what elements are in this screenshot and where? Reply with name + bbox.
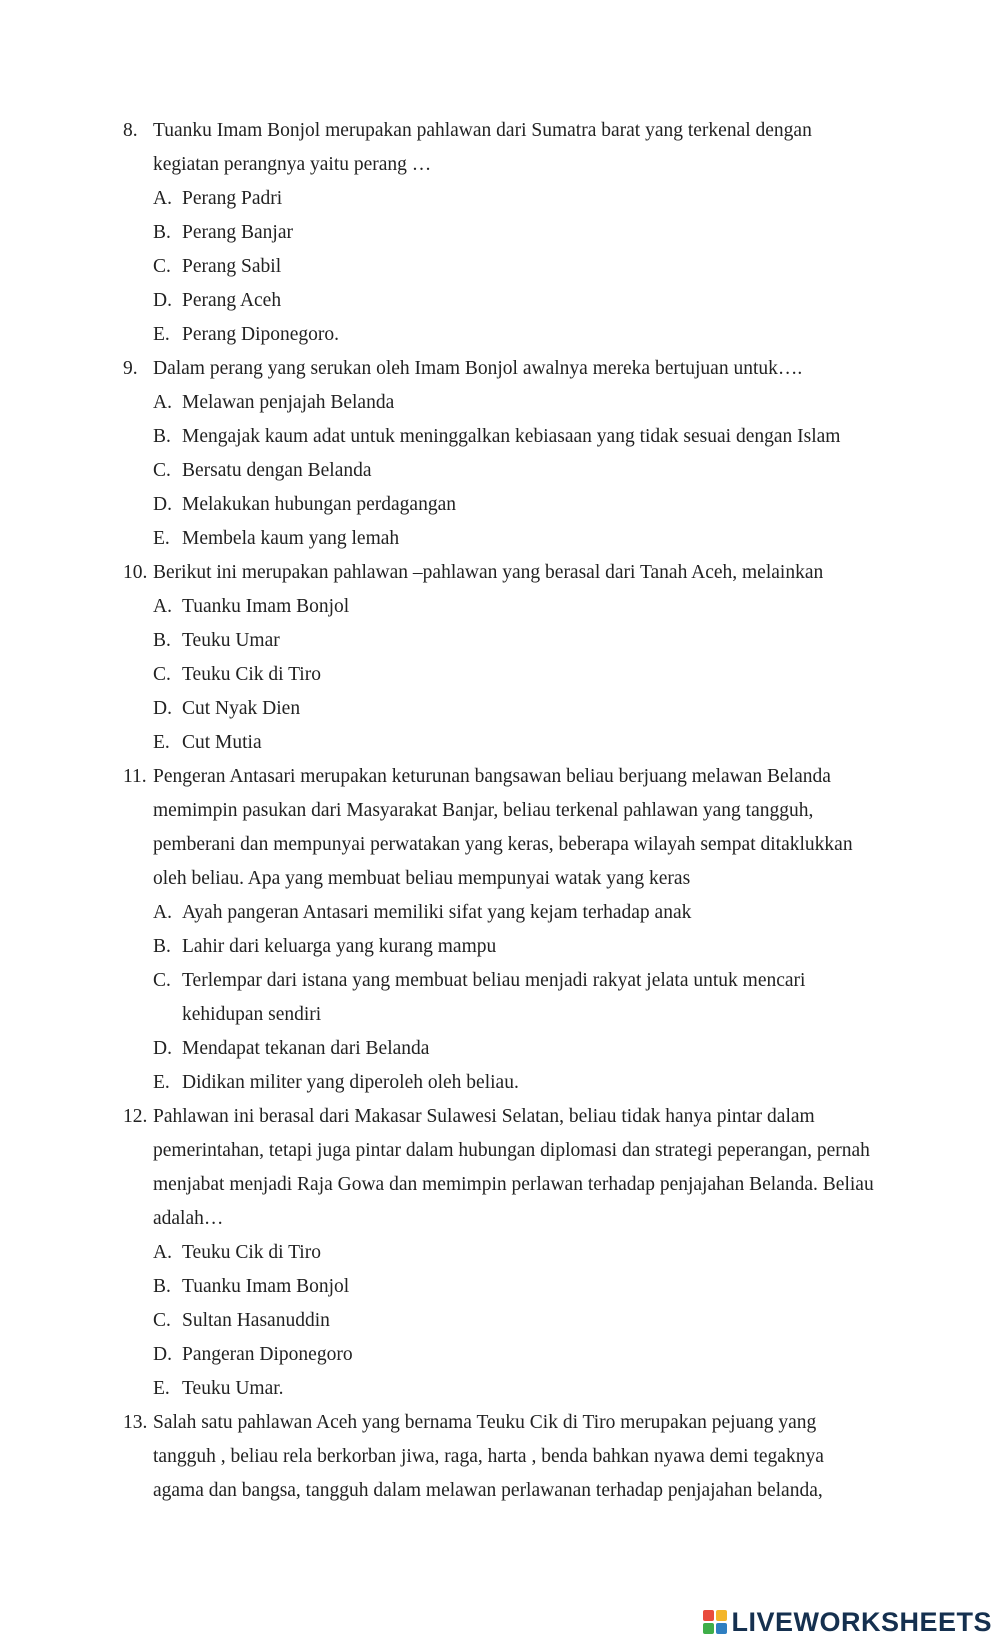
option-letter: B. [153, 1276, 171, 1297]
option-letter: B. [153, 426, 171, 447]
answer-option[interactable] [123, 488, 903, 522]
option-letter: C. [153, 970, 171, 991]
answer-option[interactable] [123, 590, 903, 624]
question-text: Pahlawan ini berasal dari Makasar Sulawesi Selatan, beliau tidak hanya pintar dalam [153, 1106, 815, 1127]
answer-option[interactable] [123, 284, 903, 318]
answer-option[interactable] [123, 522, 903, 556]
logo-tile-red [703, 1610, 714, 1621]
option-text: Membela kaum yang lemah [182, 528, 400, 549]
question-list [123, 114, 903, 1508]
answer-option[interactable] [123, 1304, 903, 1338]
option-text: Melawan penjajah Belanda [182, 392, 395, 413]
question-number: 11. [123, 766, 147, 787]
option-text: Ayah pangeran Antasari memiliki sifat yang kejam terhadap anak [182, 902, 692, 923]
question-text-line: memimpin pasukan dari Masyarakat Banjar, beliau terkenal pahlawan yang tangguh, [153, 800, 814, 821]
question-text-line [123, 1100, 903, 1134]
option-text: Tuanku Imam Bonjol [182, 1276, 350, 1297]
option-letter: B. [153, 630, 171, 651]
answer-option[interactable] [123, 216, 903, 250]
question-item [123, 556, 903, 760]
option-text: Pangeran Diponegoro [182, 1344, 353, 1365]
answer-option[interactable] [123, 1372, 903, 1406]
option-text: Perang Aceh [182, 290, 282, 311]
question-text-line [123, 760, 903, 794]
option-letter: A. [153, 902, 172, 923]
question-number: 13. [123, 1412, 148, 1433]
option-text: Teuku Umar. [182, 1378, 284, 1399]
answer-option[interactable] [123, 726, 903, 760]
option-letter: D. [153, 698, 172, 719]
option-letter: A. [153, 188, 172, 209]
option-letter: C. [153, 1310, 171, 1331]
answer-option[interactable] [123, 182, 903, 216]
question-number: 12. [123, 1106, 148, 1127]
question-text-line: tangguh , beliau rela berkorban jiwa, raga, harta , benda bahkan nyawa demi tegaknya [153, 1446, 824, 1467]
question-item [123, 760, 903, 1100]
option-text: Melakukan hubungan perdagangan [182, 494, 456, 515]
option-text: Cut Mutia [182, 732, 262, 753]
option-letter: D. [153, 1038, 172, 1059]
answer-option[interactable] [123, 1066, 903, 1100]
option-text: Terlempar dari istana yang membuat beliau menjadi rakyat jelata untuk mencari [182, 970, 806, 991]
answer-option[interactable] [123, 930, 903, 964]
answer-option[interactable] [123, 624, 903, 658]
option-text: Sultan Hasanuddin [182, 1310, 330, 1331]
option-letter: A. [153, 596, 172, 617]
option-letter: E. [153, 732, 170, 753]
question-text: Dalam perang yang serukan oleh Imam Bonjol awalnya mereka bertujuan untuk…. [153, 358, 803, 379]
question-item [123, 1100, 903, 1406]
option-text: Perang Diponegoro. [182, 324, 340, 345]
question-text-line [123, 352, 903, 386]
option-letter: C. [153, 256, 171, 277]
option-text: Mendapat tekanan dari Belanda [182, 1038, 430, 1059]
option-letter: E. [153, 324, 170, 345]
answer-option[interactable] [123, 250, 903, 284]
question-text-line: menjabat menjadi Raja Gowa dan memimpin perlawan terhadap penjajahan Belanda. Beliau [153, 1174, 874, 1195]
question-text-line [123, 556, 903, 590]
option-text: Lahir dari keluarga yang kurang mampu [182, 936, 497, 957]
question-item [123, 352, 903, 556]
liveworksheets-logo[interactable] [703, 1607, 992, 1637]
question-item [123, 114, 903, 352]
question-text-line [123, 114, 903, 148]
option-letter: B. [153, 936, 171, 957]
option-letter: A. [153, 1242, 172, 1263]
option-text-continuation: kehidupan sendiri [182, 1004, 322, 1025]
question-text-line: agama dan bangsa, tangguh dalam melawan perlawanan terhadap penjajahan belanda, [153, 1480, 823, 1501]
option-text: Teuku Umar [182, 630, 280, 651]
answer-option[interactable] [123, 1032, 903, 1066]
question-text-line [123, 1406, 903, 1440]
option-letter: C. [153, 460, 171, 481]
option-letter: D. [153, 1344, 172, 1365]
answer-option[interactable] [123, 1338, 903, 1372]
question-number: 10. [123, 562, 148, 583]
option-letter: E. [153, 528, 170, 549]
question-text-line: oleh beliau. Apa yang membuat beliau mempunyai watak yang keras [153, 868, 691, 889]
option-letter: A. [153, 392, 172, 413]
logo-tile-yellow [716, 1610, 727, 1621]
liveworksheets-logo-icon [703, 1610, 727, 1634]
option-text: Teuku Cik di Tiro [182, 664, 321, 685]
option-text: Mengajak kaum adat untuk meninggalkan kebiasaan yang tidak sesuai dengan Islam [182, 426, 841, 447]
option-letter: D. [153, 290, 172, 311]
question-number: 8. [123, 120, 138, 141]
question-item [123, 1406, 903, 1508]
question-text-line: pemerintahan, tetapi juga pintar dalam hubungan diplomasi dan strategi peperangan, pernah [153, 1140, 870, 1161]
option-letter: E. [153, 1378, 170, 1399]
question-number: 9. [123, 358, 138, 379]
option-text: Perang Sabil [182, 256, 282, 277]
answer-option[interactable] [123, 1236, 903, 1270]
answer-option[interactable] [123, 420, 903, 454]
question-text: Tuanku Imam Bonjol merupakan pahlawan dari Sumatra barat yang terkenal dengan [153, 120, 812, 141]
option-text: Cut Nyak Dien [182, 698, 301, 719]
answer-option[interactable] [123, 318, 903, 352]
question-text: Salah satu pahlawan Aceh yang bernama Teuku Cik di Tiro merupakan pejuang yang [153, 1412, 817, 1433]
question-text-line: pemberani dan mempunyai perwatakan yang keras, beberapa wilayah sempat ditaklukkan [153, 834, 853, 855]
question-text: Pengeran Antasari merupakan keturunan bangsawan beliau berjuang melawan Belanda [153, 766, 831, 787]
option-text: Didikan militer yang diperoleh oleh beliau. [182, 1072, 519, 1093]
option-text: Bersatu dengan Belanda [182, 460, 372, 481]
question-text: Berikut ini merupakan pahlawan –pahlawan yang berasal dari Tanah Aceh, melainkan [153, 562, 824, 583]
logo-tile-blue [716, 1623, 727, 1634]
question-text-line: kegiatan perangnya yaitu perang … [153, 154, 432, 175]
option-letter: D. [153, 494, 172, 515]
option-text: Perang Padri [182, 188, 283, 209]
option-text: Tuanku Imam Bonjol [182, 596, 350, 617]
answer-option[interactable] [123, 386, 903, 420]
option-letter: B. [153, 222, 171, 243]
option-letter: C. [153, 664, 171, 685]
answer-option[interactable] [123, 1270, 903, 1304]
option-text: Perang Banjar [182, 222, 294, 243]
answer-option[interactable] [123, 896, 903, 930]
logo-text: LIVEWORKSHEETS [731, 1606, 992, 1637]
answer-option[interactable] [123, 964, 903, 998]
answer-option[interactable] [123, 658, 903, 692]
answer-option[interactable] [123, 454, 903, 488]
option-letter: E. [153, 1072, 170, 1093]
option-text: Teuku Cik di Tiro [182, 1242, 321, 1263]
logo-tile-green [703, 1623, 714, 1634]
question-text-line: adalah… [153, 1208, 224, 1229]
answer-option[interactable] [123, 692, 903, 726]
